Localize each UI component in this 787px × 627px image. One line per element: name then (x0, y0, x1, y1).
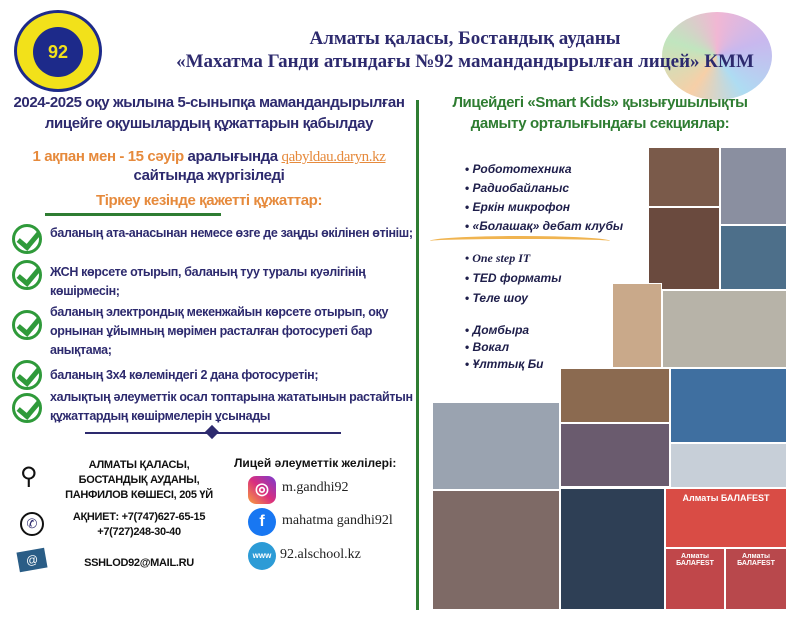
logo-number: 92 (33, 27, 83, 77)
section-item: • Ұлттық Би (465, 356, 544, 373)
section-item: • TED форматы (465, 268, 561, 288)
photo-caption: Алматы БАЛАFEST (737, 553, 775, 567)
site-suffix: сайтында жүргізіледі (133, 167, 285, 184)
location-pin-icon: ⚲ (20, 463, 38, 490)
sections-group-1 (465, 160, 623, 236)
sections-group-3 (465, 322, 544, 373)
admission-dates: 1 ақпан мен - 15 сәуір (32, 148, 184, 165)
phone-1[interactable]: АҚНИЕТ: +7(747)627-65-15 (72, 511, 206, 523)
photo-students (432, 490, 560, 610)
photo-speaker (560, 488, 665, 610)
requirement-3: баланың электрондық мекенжайын көрсете отырып, оқу орнынан ұйымның мөрімен расталған фотосуреті бар анықтама; (50, 305, 389, 357)
section-item: • «Болашақ» дебат клубы (465, 217, 623, 236)
column-divider (416, 100, 419, 610)
address-line-2: БОСТАНДЫҚ АУДАНЫ, (78, 474, 200, 486)
address-line-3: ПАНФИЛОВ КӨШЕСІ, 205 ҮЙ (65, 489, 213, 501)
website-link[interactable]: 92.alschool.kz (280, 547, 361, 562)
photo-balafest-1 (665, 488, 787, 548)
photo-balafest-3 (725, 548, 787, 610)
instagram-icon[interactable]: ◎ (248, 476, 276, 504)
photo-lab (662, 290, 787, 368)
requirement-1: баланың ата-анасынан немесе өзге де заңды өкілінен өтініш; (50, 226, 413, 240)
email-icon: @ (16, 548, 47, 573)
section-item: • Вокал (465, 339, 544, 356)
photo-debate (560, 423, 670, 487)
header-line1: Алматы қаласы, Бостандық ауданы (309, 28, 621, 49)
section-item: • Теле шоу (465, 288, 561, 308)
section-item: • Домбыра (465, 322, 544, 339)
requirement-5: халықтың әлеуметтік осал топтарына жататынын растайтын құжаттардың көшірмелерін ұсынады (50, 390, 413, 423)
facebook-icon[interactable]: f (248, 508, 276, 536)
sections-heading-1: Лицейдегі «Smart Kids» қызығушылықты (452, 94, 748, 111)
requirement-4: баланың 3х4 көлеміндегі 2 дана фотосуретін; (50, 368, 319, 382)
photo-balafest-2 (665, 548, 725, 610)
social-title: Лицей әлеуметтік желілері: (234, 456, 397, 470)
sections-group-2 (465, 248, 561, 308)
instagram-link[interactable]: m.gandhi92 (282, 480, 349, 495)
check-icon (12, 224, 42, 254)
diamond-ornament (205, 425, 219, 439)
header-line2: «Махатма Ганди атындағы №92 мамандандырылған лицей» КММ (176, 51, 754, 72)
email-link[interactable]: SSHLOD92@MAIL.RU (84, 557, 194, 569)
check-icon (12, 260, 42, 290)
check-icon (12, 310, 42, 340)
documents-title: Тіркеу кезінде қажетті құжаттар: (95, 192, 323, 209)
photo-mic (670, 443, 787, 488)
photo-group (648, 207, 720, 290)
check-icon (12, 360, 42, 390)
photo-robotics (648, 147, 720, 207)
title-underline (45, 213, 221, 216)
admission-heading-2: лицейге оқушылардың құжаттарын қабылдау (44, 115, 374, 132)
lyceum-logo (14, 10, 102, 92)
check-icon (12, 393, 42, 423)
photo-caption: Алматы БАЛАFEST (682, 493, 770, 503)
requirement-2: ЖСН көрсете отырып, баланың туу туралы куәлігінің көшірмесін; (50, 265, 366, 298)
section-item: • One step IT (465, 248, 561, 268)
photo-caption: Алматы БАЛАFEST (676, 553, 714, 567)
facebook-link[interactable]: mahatma gandhi92l (282, 513, 393, 528)
photo-event (560, 368, 670, 423)
photo-classroom (612, 283, 662, 368)
photo-team (720, 147, 787, 225)
section-item: • Радиобайланыс (465, 179, 623, 198)
photo-robot-class (432, 402, 560, 490)
phone-icon: ✆ (20, 512, 44, 536)
address-line-1: АЛМАТЫ ҚАЛАСЫ, (88, 459, 190, 471)
admission-site-link[interactable]: qabyldau.daryn.kz (281, 149, 386, 165)
photo-flag (720, 225, 787, 290)
between-text: аралығында (187, 148, 278, 165)
decorative-swirl (430, 236, 610, 246)
admission-heading-1: 2024-2025 оқу жылына 5-сыныпқа мамандандырылған (13, 94, 405, 111)
sections-heading-2: дамыту орталығындағы секциялар: (470, 115, 730, 132)
section-item: • Робототехника (465, 160, 623, 179)
globe-icon[interactable]: www (248, 542, 276, 570)
photo-stage (670, 368, 787, 443)
phone-2[interactable]: +7(727)248-30-40 (97, 526, 181, 538)
section-item: • Еркін микрофон (465, 198, 623, 217)
